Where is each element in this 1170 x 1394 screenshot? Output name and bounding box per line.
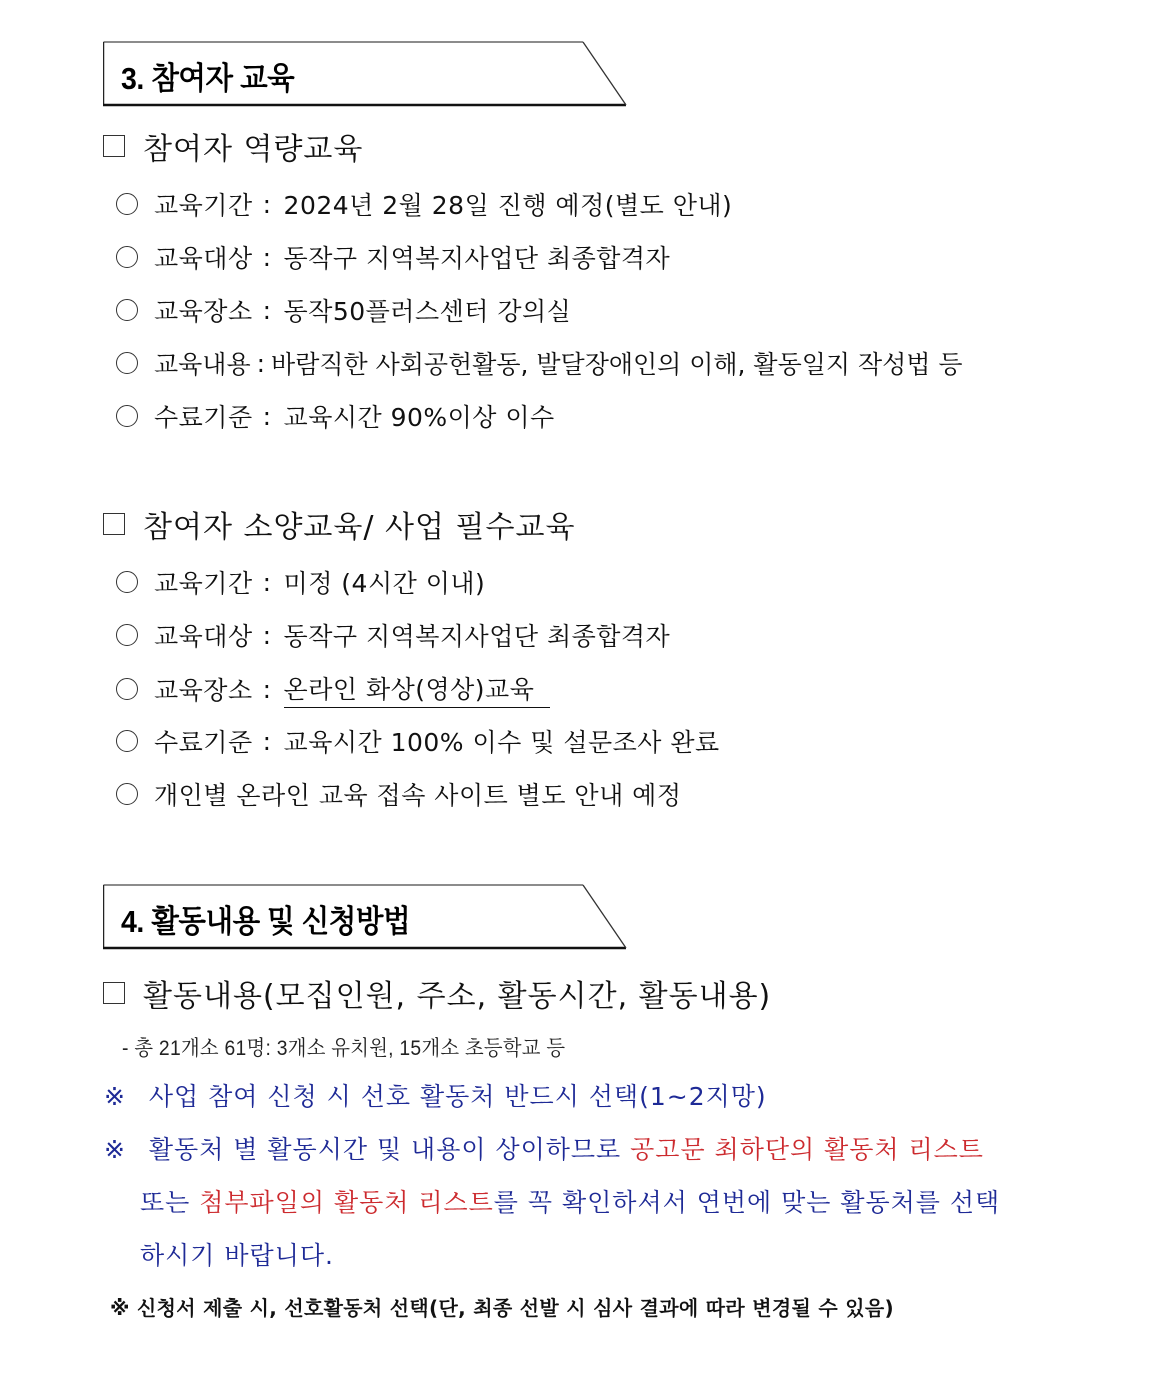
circle-bullet-icon <box>116 783 138 805</box>
liberal-item-place <box>116 670 550 708</box>
item-label: 교육장소 <box>154 297 253 326</box>
item-label: 수료기준 <box>154 403 253 432</box>
note-application-submission: ※ 신청서 제출 시, 선호활동처 선택(단, 최종 선발 시 심사 결과에 따라 변경될 수 있음) <box>110 1296 894 1320</box>
liberal-item-criteria <box>116 723 720 759</box>
item-value: 동작구 지역복지사업단 최종합격자 <box>283 244 671 273</box>
circle-bullet-icon <box>116 405 138 427</box>
item-label: 교육장소 <box>154 676 253 705</box>
note-text-blue: 하시기 바랍니다. <box>140 1241 334 1270</box>
circle-bullet-icon <box>116 678 138 700</box>
section-3-title: 3. 참여자 교육 <box>121 61 295 96</box>
item-label: 교육내용 <box>154 350 251 379</box>
item-value: 동작구 지역복지사업단 최종합격자 <box>283 622 671 651</box>
item-value: 바람직한 사회공헌활동, 발달장애인의 이해, 활동일지 작성법 등 <box>271 350 963 379</box>
circle-bullet-icon <box>116 730 138 752</box>
capacity-item-target <box>116 239 670 275</box>
circle-bullet-icon <box>116 193 138 215</box>
colon: : <box>262 295 272 325</box>
item-text: 개인별 온라인 교육 접속 사이트 별도 안내 예정 <box>154 781 682 810</box>
capacity-item-period <box>116 186 732 222</box>
item-value: 교육시간 100% 이수 및 설문조사 완료 <box>283 728 720 757</box>
item-value: 동작50플러스센터 강의실 <box>283 297 572 326</box>
note-text-blue: 또는 <box>140 1188 200 1217</box>
note-check-list-line1 <box>104 1130 984 1166</box>
colon: : <box>262 620 272 650</box>
circle-bullet-icon <box>116 624 138 646</box>
note-preferred-site <box>104 1077 767 1113</box>
circle-bullet-icon <box>116 299 138 321</box>
note-text-blue: 를 꼭 확인하셔서 연번에 맞는 활동처를 선택 <box>493 1188 1001 1217</box>
liberal-training-heading <box>103 502 575 546</box>
note-check-list-line3 <box>140 1236 334 1272</box>
note-text: 사업 참여 신청 시 선호 활동처 반드시 선택(1~2지망) <box>148 1082 767 1111</box>
liberal-item-target <box>116 617 670 653</box>
circle-bullet-icon <box>116 246 138 268</box>
activity-summary: - 총 21개소 61명: 3개소 유치원, 15개소 초등학교 등 <box>122 1037 566 1060</box>
item-label: 교육기간 <box>154 191 253 220</box>
section-3-heading-box <box>103 41 628 107</box>
note-check-list-line2 <box>140 1183 1000 1219</box>
item-value-underlined: 온라인 화상(영상)교육 <box>284 670 551 708</box>
activity-heading <box>103 971 771 1015</box>
colon: : <box>262 674 272 704</box>
capacity-training-heading-text: 참여자 역량교육 <box>143 132 364 167</box>
item-label: 교육기간 <box>154 569 253 598</box>
square-bullet-icon <box>103 513 125 535</box>
item-label: 교육대상 <box>154 622 253 651</box>
capacity-training-heading <box>103 124 363 168</box>
item-label: 수료기준 <box>154 728 253 757</box>
liberal-item-period <box>116 564 485 600</box>
square-bullet-icon <box>103 135 125 157</box>
liberal-item-notice <box>116 776 681 812</box>
capacity-item-content <box>116 345 963 381</box>
capacity-item-place <box>116 292 571 328</box>
reference-mark-icon: ※ <box>104 1082 126 1111</box>
capacity-item-criteria <box>116 398 555 434</box>
activity-heading-text: 활동내용(모집인원, 주소, 활동시간, 활동내용) <box>143 979 772 1014</box>
item-value: 2024년 2월 28일 진행 예정(별도 안내) <box>283 191 733 220</box>
circle-bullet-icon <box>116 352 138 374</box>
section-4-heading-box <box>103 884 628 950</box>
colon: : <box>262 401 272 431</box>
square-bullet-icon <box>103 982 125 1004</box>
colon: : <box>262 242 272 272</box>
liberal-training-heading-text: 참여자 소양교육/ 사업 필수교육 <box>143 510 576 545</box>
item-value: 교육시간 90%이상 이수 <box>283 403 555 432</box>
item-label: 교육대상 <box>154 244 253 273</box>
reference-mark-icon: ※ <box>104 1135 126 1164</box>
note-text-blue: 활동처 별 활동시간 및 내용이 상이하므로 <box>148 1135 631 1164</box>
note-text-red: 공고문 최하단의 활동처 리스트 <box>630 1135 984 1164</box>
colon: : <box>262 726 272 756</box>
item-value: 미정 (4시간 이내) <box>283 569 486 598</box>
section-4-title: 4. 활동내용 및 신청방법 <box>121 904 411 939</box>
colon: : <box>262 189 272 219</box>
colon: : <box>256 348 266 378</box>
note-text-red: 첨부파일의 활동처 리스트 <box>199 1188 494 1217</box>
circle-bullet-icon <box>116 571 138 593</box>
colon: : <box>262 567 272 597</box>
